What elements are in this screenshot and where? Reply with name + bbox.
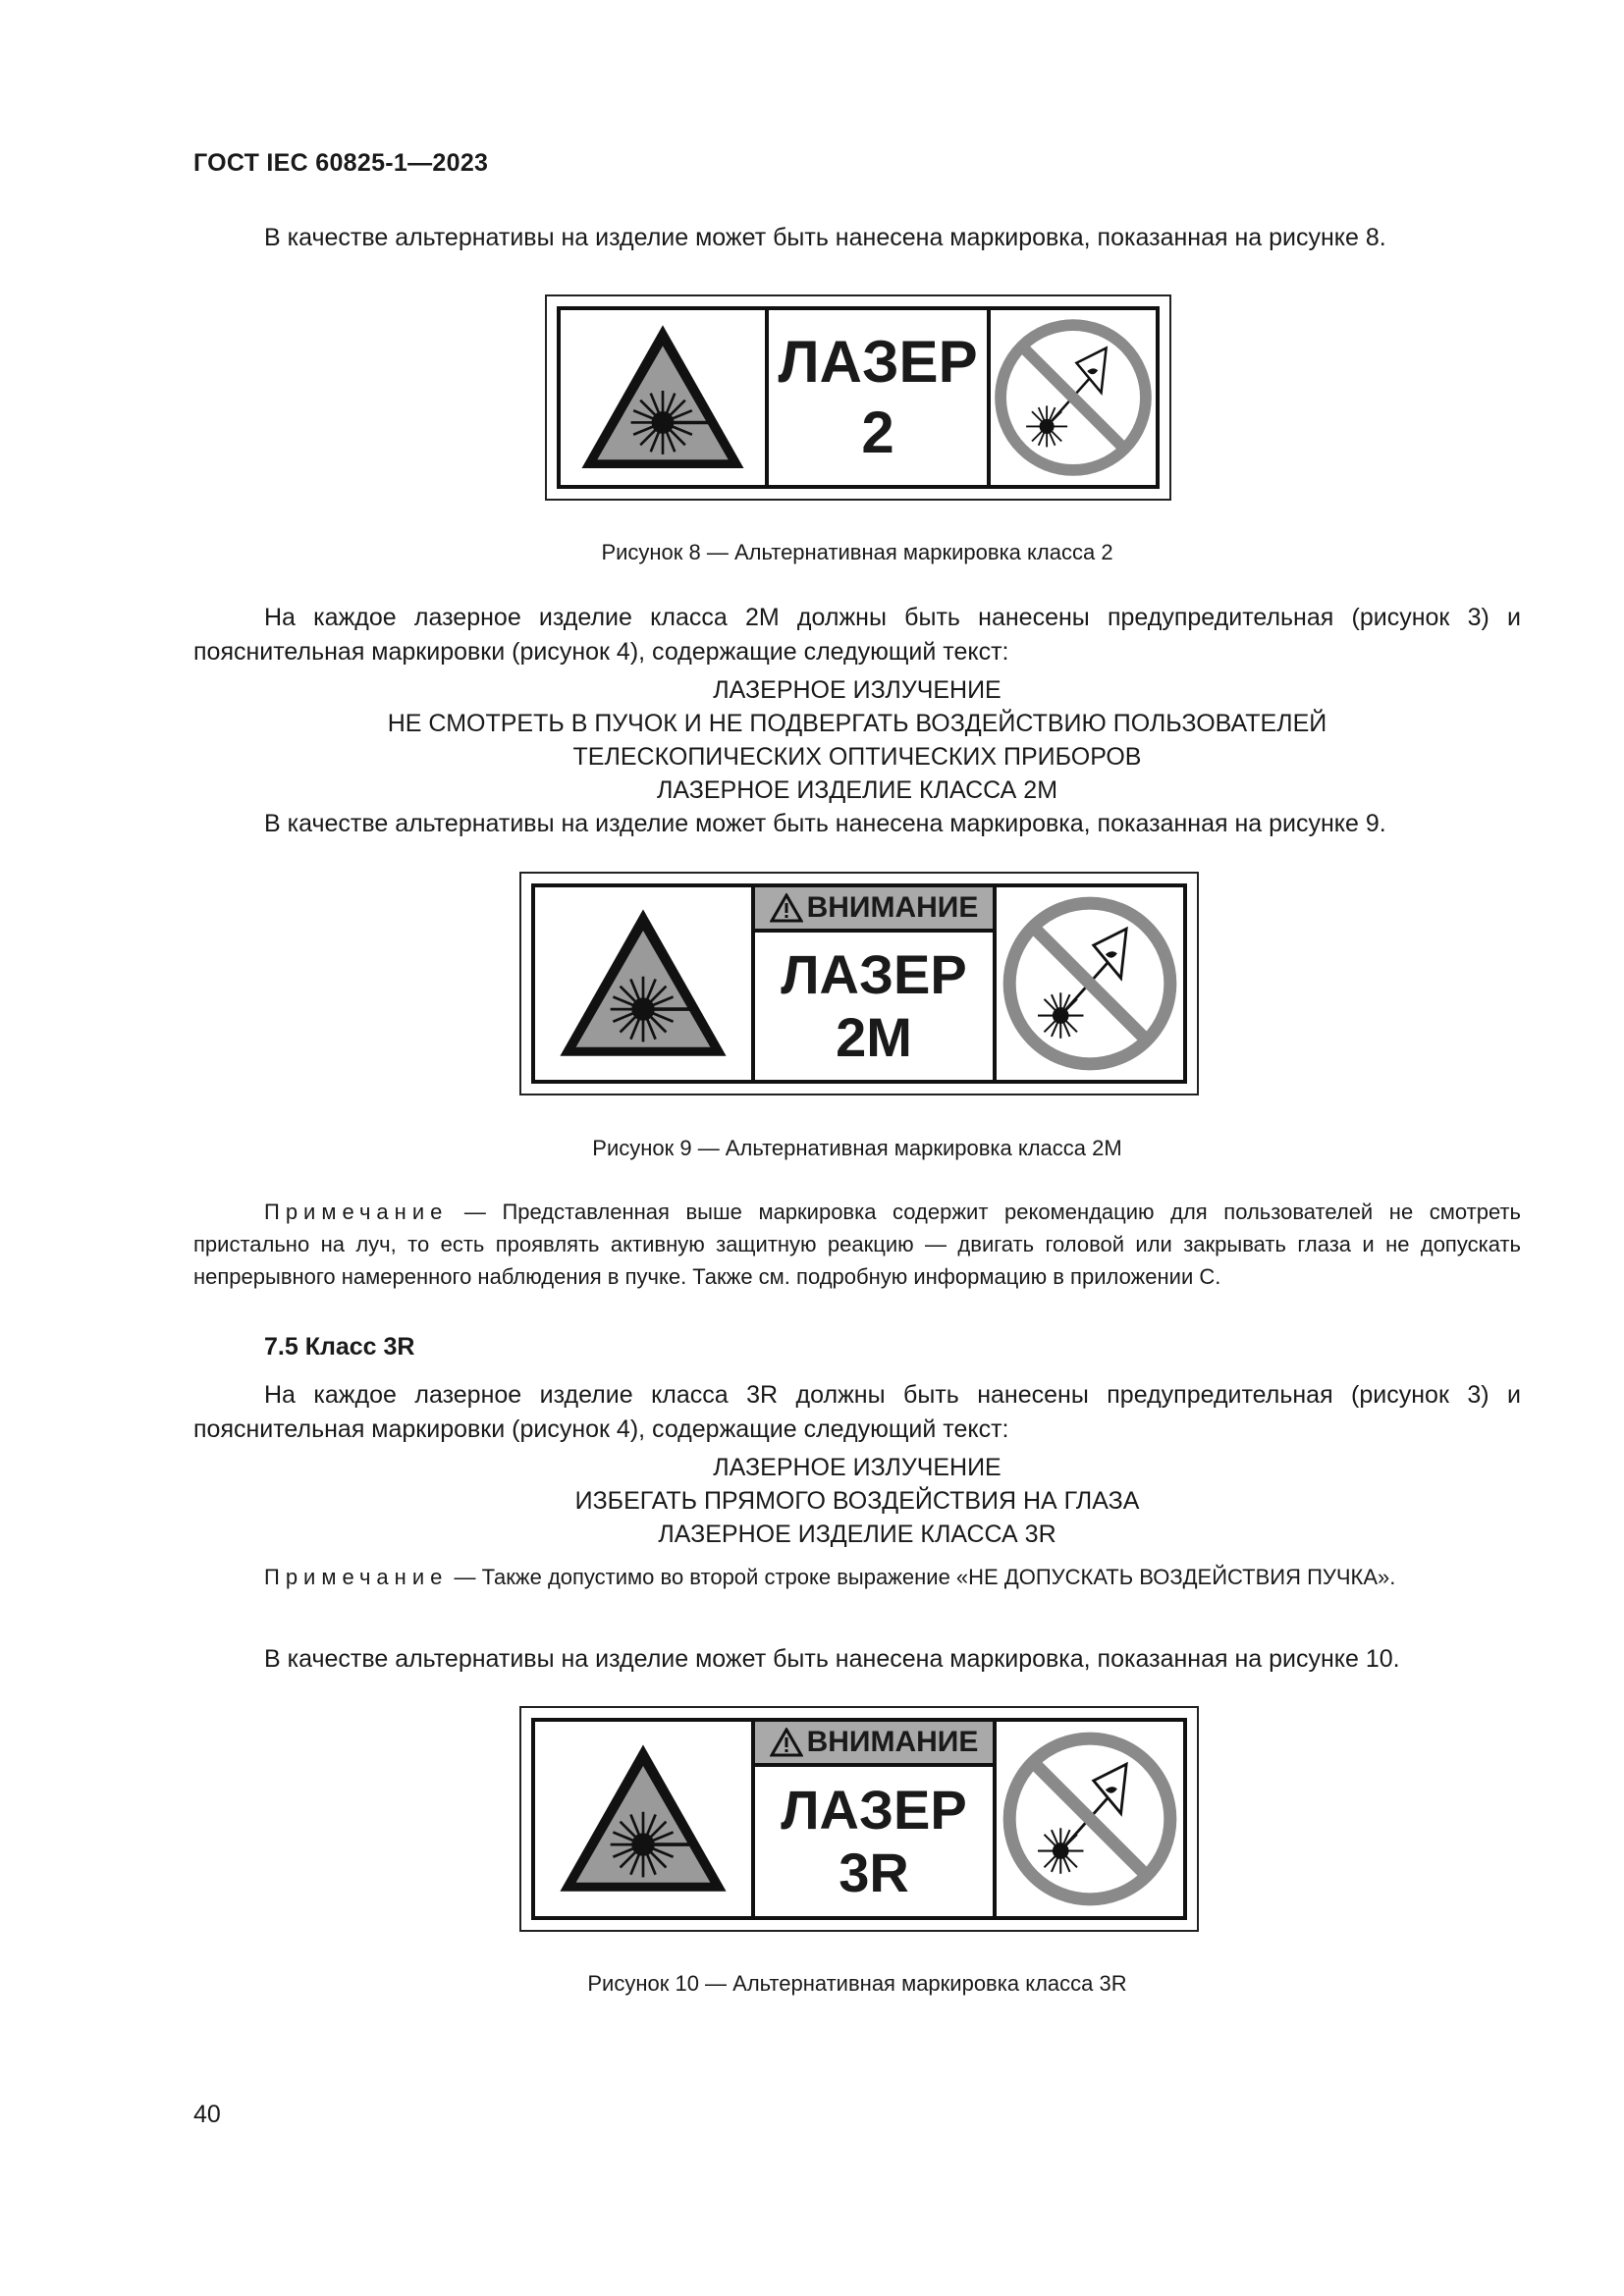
class-3r-text-line: ИЗБЕГАТЬ ПРЯМОГО ВОЗДЕЙСТВИЯ НА ГЛАЗА bbox=[574, 1487, 1140, 1515]
paragraph-3: В качестве альтернативы на изделие может быть нанесена маркировка, показанная на рисунке 9. bbox=[264, 810, 1386, 837]
figure-10-warning: ВНИМАНИЕ bbox=[806, 1726, 979, 1758]
note-1-label: Примечание bbox=[264, 1200, 449, 1224]
class-3r-text-line: ЛАЗЕРНОЕ ИЗЛУЧЕНИЕ bbox=[713, 1454, 1001, 1481]
figure-9-line1: ЛАЗЕР bbox=[781, 943, 967, 1005]
class-2m-text-line: ЛАЗЕРНОЕ ИЗЛУЧЕНИЕ bbox=[713, 676, 1001, 704]
figure-9-caption: Рисунок 9 — Альтернативная маркировка класса 2М bbox=[592, 1136, 1122, 1160]
document-header: ГОСТ IEC 60825-1—2023 bbox=[193, 149, 489, 177]
note-1: Примечание — Представленная выше маркировка содержит рекомендацию для пользователей не смотреть пристально на луч, то есть проявлять активную защитную реакцию — двигать головой или закрывать глаза и не допускать непрерывного намеренного наблюдения в пучке. Также см. подробную информацию в приложении С. bbox=[193, 1200, 1521, 1289]
paragraph-4: На каждое лазерное изделие класса 3R должны быть нанесены предупредительная (рисунок 3) и пояснительная маркировки (рисунок 4), содержащие следующий текст: bbox=[193, 1381, 1521, 1443]
no-viewing-icon bbox=[993, 887, 1183, 1080]
figure-8-label bbox=[545, 294, 1171, 501]
figure-10-label bbox=[519, 1706, 1199, 1932]
class-2m-text-line: ТЕЛЕСКОПИЧЕСКИХ ОПТИЧЕСКИХ ПРИБОРОВ bbox=[572, 743, 1142, 771]
class-2m-label-text bbox=[193, 673, 1521, 807]
figure-9-warning: ВНИМАНИЕ bbox=[806, 891, 979, 924]
class-2m-text-line: НЕ СМОТРЕТЬ В ПУЧОК И НЕ ПОДВЕРГАТЬ ВОЗДЕЙСТВИЮ ПОЛЬЗОВАТЕЛЕЙ bbox=[387, 710, 1327, 737]
figure-9-line2: 2М bbox=[836, 1006, 912, 1068]
paragraph-5: В качестве альтернативы на изделие может быть нанесена маркировка, показанная на рисунке 10. bbox=[264, 1645, 1400, 1673]
section-heading: 7.5 Класс 3R bbox=[264, 1333, 415, 1361]
class-2m-text-line: ЛАЗЕРНОЕ ИЗДЕЛИЕ КЛАССА 2М bbox=[656, 776, 1058, 804]
laser-warning-triangle-icon bbox=[561, 310, 765, 485]
warning-triangle-icon bbox=[770, 893, 803, 923]
note-2: Примечание — Также допустимо во второй строке выражение «НЕ ДОПУСКАТЬ ВОЗДЕЙСТВИЯ ПУЧКА». bbox=[264, 1565, 1396, 1589]
no-viewing-icon bbox=[993, 1722, 1183, 1916]
paragraph-2: На каждое лазерное изделие класса 2М должны быть нанесены предупредительная (рисунок 3) и пояснительная маркировки (рисунок 4), содержащие следующий текст: bbox=[193, 604, 1521, 666]
figure-10-caption: Рисунок 10 — Альтернативная маркировка класса 3R bbox=[587, 1971, 1127, 1996]
figure-8-line2: 2 bbox=[861, 400, 894, 465]
laser-warning-triangle-icon bbox=[535, 1722, 751, 1916]
laser-warning-triangle-icon bbox=[535, 887, 751, 1080]
no-viewing-icon bbox=[987, 310, 1156, 485]
figure-9-label bbox=[519, 872, 1199, 1095]
figure-8-line1: ЛАЗЕР bbox=[778, 329, 978, 395]
note-2-label: Примечание bbox=[264, 1565, 449, 1589]
warning-triangle-icon bbox=[770, 1728, 803, 1757]
class-3r-text-line: ЛАЗЕРНОЕ ИЗДЕЛИЕ КЛАССА 3R bbox=[658, 1521, 1056, 1548]
class-3r-label-text bbox=[193, 1451, 1521, 1551]
paragraph-1: В качестве альтернативы на изделие может быть нанесена маркировка, показанная на рисунке 8. bbox=[264, 224, 1386, 251]
page-number: 40 bbox=[193, 2101, 221, 2128]
figure-10-line1: ЛАЗЕР bbox=[781, 1779, 967, 1841]
figure-8-caption: Рисунок 8 — Альтернативная маркировка класса 2 bbox=[601, 540, 1113, 564]
figure-10-line2: 3R bbox=[839, 1842, 909, 1903]
